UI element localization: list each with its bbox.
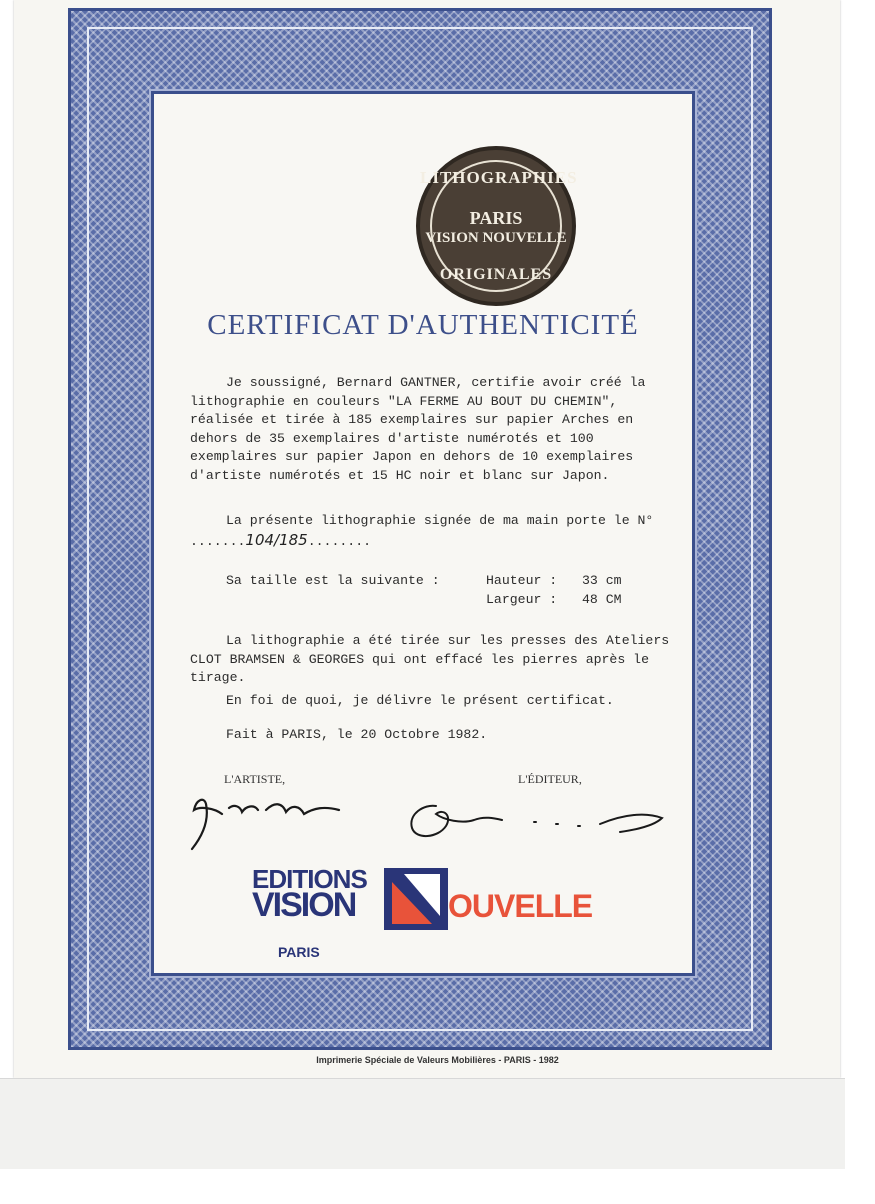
print-number: 104/185	[245, 530, 308, 549]
logo-paris-text: PARIS	[278, 944, 320, 960]
logo-vision-text: VISION	[252, 886, 356, 924]
guilloche-border	[68, 8, 772, 1050]
size-row-width	[226, 591, 646, 610]
editions-vision-nouvelle-logo	[252, 864, 592, 974]
artist-label: L'ARTISTE,	[224, 772, 286, 786]
logo-nouvelle-text: OUVELLE	[448, 888, 593, 924]
certificate-body	[190, 374, 670, 742]
width-value: 48 CM	[582, 591, 622, 607]
scanner-background	[0, 1078, 845, 1169]
paragraph-declaration: En foi de quoi, je délivre le présent certificat.	[226, 693, 614, 708]
artist-signature	[174, 784, 364, 864]
size-row-height	[226, 572, 646, 591]
seal-bottom-text: ORIGINALES	[439, 266, 553, 283]
height-label: Hauteur :	[486, 573, 558, 588]
paragraph-place-date: Fait à PARIS, le 20 Octobre 1982.	[226, 727, 488, 742]
printer-footer: Imprimerie Spéciale de Valeurs Mobilières - PARIS - 1982	[316, 1055, 559, 1065]
certificate-title: CERTIFICAT D'AUTHENTICITÉ	[207, 309, 639, 341]
editor-label: L'ÉDITEUR,	[518, 772, 582, 786]
size-intro: Sa taille est la suivante :	[226, 573, 440, 588]
certificate-content-area	[151, 91, 695, 976]
paragraph-number	[190, 512, 670, 551]
logo-editions-text: EDITIONS	[252, 864, 367, 894]
paragraph-presses: La lithographie a été tirée sur les presses des Ateliers CLOT BRAMSEN & GEORGES qui ont effacé les pierres après le tirage.	[190, 633, 670, 685]
number-suffix: ........	[307, 533, 372, 549]
seal-vision-text: VISION NOUVELLE	[425, 230, 567, 246]
logo-n-icon	[384, 868, 448, 930]
height-value: 33 cm	[582, 573, 622, 588]
width-label: Largeur :	[486, 591, 558, 607]
editor-signature	[384, 784, 684, 854]
number-prefix: La présente lithographie signée de ma main porte le N° .......	[190, 513, 654, 549]
seal-top-text: LITHOGRAPHIES	[420, 168, 578, 187]
seal-paris-text: PARIS	[469, 208, 523, 228]
paragraph-creation: Je soussigné, Bernard GANTNER, certifie avoir créé la lithographie en couleurs "LA FERME AU BOUT DU CHEMIN", réalisée et tirée à 185 exemplaires sur papier Arches en dehors de 35 exemplaires d'artiste numérotés et 100 exemplaires sur papier Japon en dehors de 10 exemplaires d'artiste numérotés et 15 HC noir et blanc sur Japon.	[190, 375, 646, 483]
size-spacer	[226, 591, 486, 610]
lithographies-seal-logo	[416, 146, 576, 306]
size-block	[226, 572, 646, 609]
